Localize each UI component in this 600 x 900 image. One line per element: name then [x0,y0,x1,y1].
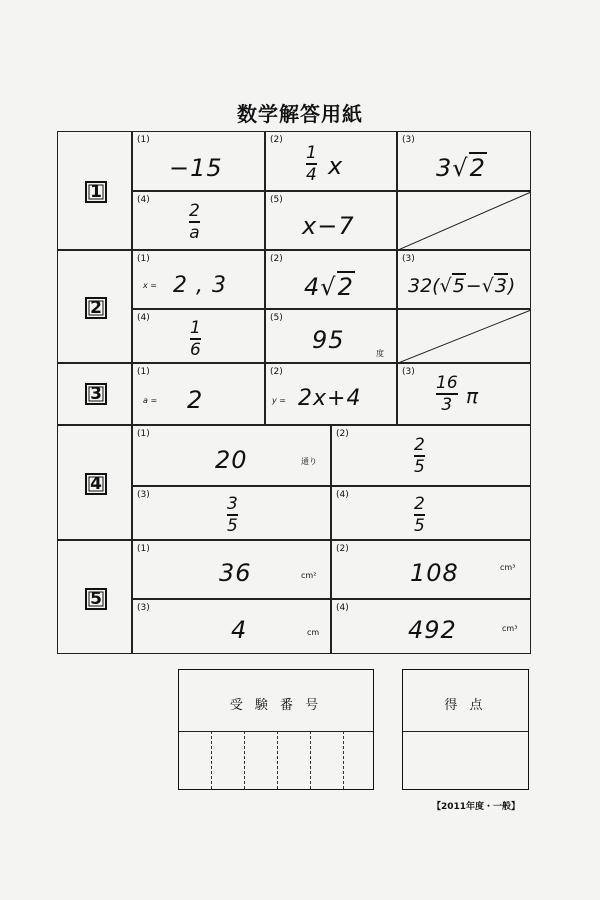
q5-a4-value: 492 [408,616,457,644]
q4-a2-denominator: 5 [414,457,425,477]
q4-answer-1[interactable] [132,425,331,486]
q2-answer-1[interactable] [132,250,265,309]
q3-answer-2[interactable] [265,363,397,425]
q2-a2-index: (2) [270,254,283,264]
diagonal-slash [398,192,532,251]
q5-a1-unit: cm² [301,571,317,580]
q1-a1-value: −15 [169,154,223,182]
q3-a3-suffix: π [466,384,480,408]
q5-label-cell [57,540,132,654]
digit-divider [310,731,311,789]
q4-a3-index: (3) [137,490,150,500]
q2-a5-unit: 度 [376,349,384,358]
score-header [403,670,528,732]
q5-answer-1[interactable] [132,540,331,599]
q2-a3-post: ) [507,275,516,297]
q3-a3-numerator: 16 [436,373,458,393]
q5-answer-2[interactable] [331,540,531,599]
q2-answer-3[interactable] [397,250,531,309]
q5-answer-4[interactable] [331,599,531,654]
q1-answer-1[interactable] [132,131,265,191]
q4-a3-fraction [227,495,238,535]
q4-label-cell [57,425,132,540]
q4-a2-index: (2) [336,429,349,439]
q1-number: 1 [85,181,107,203]
digit-divider [343,731,344,789]
q4-a2-numerator: 2 [414,435,425,455]
q4-a4-denominator: 5 [414,516,425,536]
exam-number-box [178,669,374,790]
q3-answer-1[interactable] [132,363,265,425]
q5-answer-3[interactable] [132,599,331,654]
score-box [402,669,529,790]
q4-a4-fraction [414,495,425,535]
q4-a4-numerator: 2 [414,494,425,514]
digit-divider [277,731,278,789]
exam-number-header [179,670,373,732]
q2-number: 2 [85,297,107,319]
q5-a3-value: 4 [231,616,248,644]
q1-a3-coef: 3 [436,154,453,182]
q1-a4-denominator: a [189,223,200,243]
q1-a3-value [436,154,487,182]
q1-answer-3[interactable] [397,131,531,191]
q2-answer-5[interactable] [265,309,397,363]
q2-a5-index: (5) [270,313,283,323]
q2-answer-2[interactable] [265,250,397,309]
diagonal-slash [398,310,532,364]
q1-a5-value: x−7 [302,212,355,240]
q3-label-cell [57,363,132,425]
q2-a1-value: 2 , 3 [173,273,227,298]
q3-a3-denominator: 3 [441,395,453,415]
q1-a5-index: (5) [270,195,283,205]
q4-a1-unit: 通り [301,457,317,466]
q4-a3-numerator: 3 [227,494,238,514]
q4-a1-value: 20 [215,446,248,474]
q2-a4-fraction [190,319,201,359]
q2-a4-numerator: 1 [190,318,201,338]
q5-a2-value: 108 [410,559,459,587]
q5-a4-index: (4) [336,603,349,613]
q1-a4-numerator: 2 [189,201,200,221]
q1-a2-fraction [306,144,317,184]
q2-a2-value [304,273,355,301]
q3-number: 3 [85,383,107,405]
q5-a4-unit: cm³ [502,624,518,633]
q2-a3-minus: − [465,275,482,297]
q4-answer-2[interactable] [331,425,531,486]
q1-a2-index: (2) [270,135,283,145]
score-label: 得 点 [444,698,487,713]
q3-answer-3[interactable] [397,363,531,425]
sqrt-icon: √ [439,275,452,297]
q4-a3-denominator: 5 [227,516,238,536]
q3-a3-index: (3) [402,367,415,377]
q2-label-cell [57,250,132,363]
q1-a3-radicand: 2 [469,154,486,182]
sqrt-icon: √ [481,275,494,297]
q2-a1-index: (1) [137,254,150,264]
q4-answer-4[interactable] [331,486,531,540]
year-footer: 【2011年度・一般】 [432,802,521,812]
sqrt-icon: √ [452,154,469,182]
sqrt-icon: √ [320,273,337,301]
q2-a4-index: (4) [137,313,150,323]
exam-number-label: 受 験 番 号 [229,698,323,713]
q3-a3-fraction [436,374,458,414]
q3-a2-index: (2) [270,367,283,377]
q4-a4-index: (4) [336,490,349,500]
q3-a1-index: (1) [137,367,150,377]
q2-a3-radicand-2: 3 [494,275,507,297]
q3-a1-prefix: a = [143,396,158,405]
q1-label-cell [57,131,132,250]
q2-a3-index: (3) [402,254,415,264]
q4-number: 4 [85,473,107,495]
q3-a2-value: 2x+4 [298,386,362,411]
q5-a1-index: (1) [137,544,150,554]
q1-answer-5[interactable] [265,191,397,250]
q1-a4-index: (4) [137,195,150,205]
q1-a2-denominator: 4 [306,165,317,185]
q1-a2-suffix: x [328,152,344,180]
q3-a1-value: 2 [187,386,204,414]
q2-a5-value: 95 [312,326,345,354]
q1-a4-fraction [189,202,200,242]
digit-divider [211,731,212,789]
q2-a3-radicand-1: 5 [452,275,465,297]
q2-a2-radicand: 2 [337,273,354,301]
q4-a2-fraction [414,436,425,476]
q1-a3-index: (3) [402,135,415,145]
q2-a4-denominator: 6 [190,340,201,360]
q5-a3-index: (3) [137,603,150,613]
q4-answer-3[interactable] [132,486,331,540]
q1-answer-2[interactable] [265,131,397,191]
q2-a1-prefix: x = [143,281,157,290]
score-input[interactable] [403,731,528,789]
q2-a3-value [408,275,515,297]
q2-empty-cell [397,309,531,363]
q5-number: 5 [85,588,107,610]
q2-a3-pre: 32( [408,275,440,297]
page-title: 数学解答用紙 [237,102,363,126]
q2-a2-coef: 4 [304,273,321,301]
q5-a2-unit: cm³ [500,563,516,572]
q5-a2-index: (2) [336,544,349,554]
q1-a1-index: (1) [137,135,150,145]
exam-number-input-1[interactable] [179,731,211,789]
digit-divider [244,731,245,789]
q3-a2-prefix: y = [272,396,286,405]
q4-a1-index: (1) [137,429,150,439]
q5-a3-unit: cm [307,628,320,637]
q1-answer-4[interactable] [132,191,265,250]
q1-empty-cell [397,191,531,250]
q5-a1-value: 36 [219,559,252,587]
q2-answer-4[interactable] [132,309,265,363]
q1-a2-numerator: 1 [306,143,317,163]
